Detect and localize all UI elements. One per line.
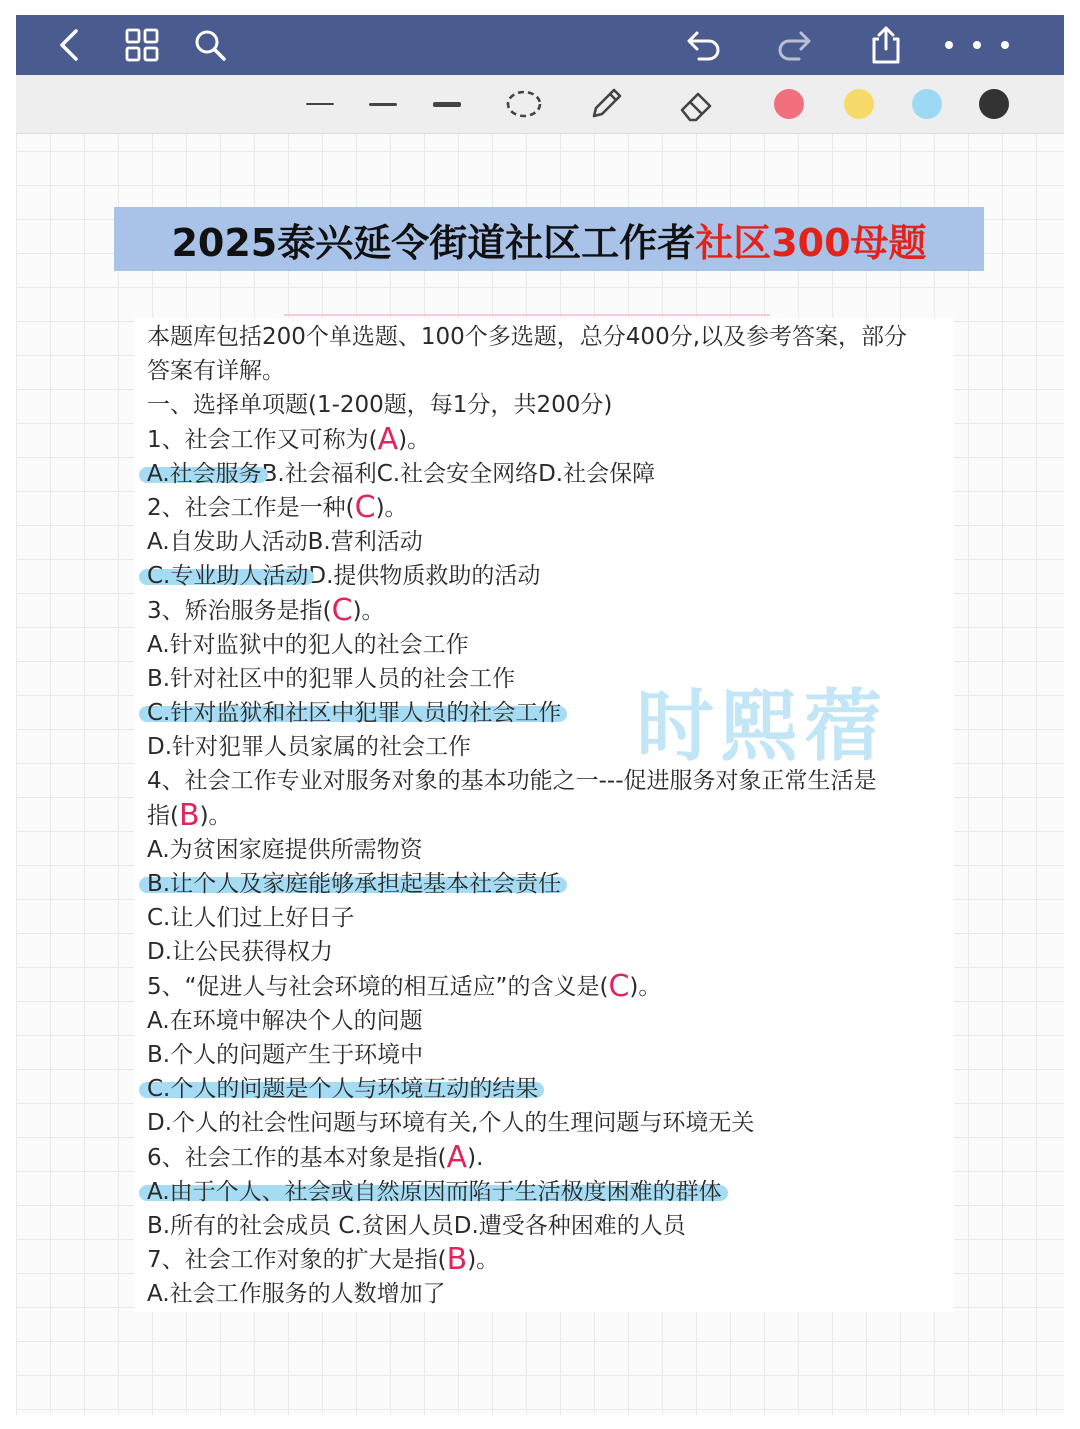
- handwritten-answer-mark: C: [354, 489, 376, 525]
- question-text: 1、社会工作又可称为(: [147, 426, 378, 453]
- watermark: 时熙蓿: [636, 682, 889, 772]
- question-suffix: ).: [467, 1144, 484, 1171]
- text-line: [147, 867, 947, 901]
- question-text: 6、社会工作的基本对象是指(: [147, 1144, 447, 1171]
- color-swatch-pink[interactable]: [772, 85, 806, 123]
- text-line: B.所有的社会成员 C.贫困人员D.遭受各种困难的人员: [147, 1212, 686, 1239]
- eraser-icon[interactable]: [676, 85, 716, 123]
- title-highlight: 社区300母题: [695, 220, 927, 265]
- color-swatch-blue[interactable]: [910, 85, 944, 123]
- swatch-dot: [844, 89, 874, 119]
- thin-stroke-icon[interactable]: [302, 85, 338, 123]
- swatch-dot: [774, 89, 804, 119]
- text-line: 答案有详解。: [147, 358, 285, 385]
- share-icon[interactable]: [864, 23, 908, 67]
- text-line: C.让人们过上好日子: [147, 905, 355, 932]
- redo-icon[interactable]: [772, 23, 816, 67]
- question-suffix: )。: [398, 426, 431, 453]
- top-navigation-bar: [16, 15, 1064, 75]
- text-line: D.个人的社会性问题与环境有关,个人的生理问题与环境无关: [147, 1110, 755, 1137]
- color-swatch-yellow[interactable]: [842, 85, 876, 123]
- question-suffix: )。: [199, 802, 232, 829]
- thick-stroke-icon[interactable]: [429, 85, 465, 123]
- text-line: B.个人的问题产生于环境中: [147, 1041, 424, 1068]
- text-line: [147, 1175, 947, 1209]
- text-line: 4、社会工作专业对服务对象的基本功能之一---促进服务对象正常生活是: [147, 768, 877, 795]
- question-text: 5、“促进人与社会环境的相互适应”的含义是(: [147, 973, 609, 1000]
- highlighted-answer: C.专业助人活动: [147, 563, 309, 590]
- text-line: [147, 594, 947, 628]
- highlighted-answer: B.让个人及家庭能够承担起基本社会责任: [147, 871, 562, 897]
- pencil-icon[interactable]: [586, 85, 626, 123]
- text-line: [147, 559, 947, 593]
- highlighted-answer: C.个人的问题是个人与环境互动的结果: [147, 1076, 539, 1103]
- option-text: D.提供物质救助的活动: [308, 563, 541, 590]
- text-line: 一、选择单项题(1-200题，每1分，共200分): [147, 392, 613, 419]
- text-line: B.针对社区中的犯罪人员的社会工作: [147, 665, 516, 692]
- text-line: A.自发助人活动B.营利活动: [147, 529, 423, 556]
- undo-icon[interactable]: [682, 23, 726, 67]
- text-line: [147, 457, 947, 491]
- title-main: 2025泰兴延令街道社区工作者: [171, 220, 696, 265]
- more-icon[interactable]: [936, 23, 1016, 67]
- question-suffix: )。: [467, 1247, 500, 1274]
- question-suffix: )。: [629, 973, 662, 1000]
- page-title: [114, 207, 984, 271]
- medium-stroke-icon[interactable]: [365, 85, 401, 123]
- text-line: A.社会工作服务的人数增加了: [147, 1281, 446, 1308]
- handwritten-answer-mark: A: [446, 1139, 468, 1175]
- text-line: [147, 696, 947, 730]
- text-line: [147, 970, 947, 1004]
- question-text: 2、社会工作是一种(: [147, 494, 355, 521]
- text-line: [147, 1243, 947, 1277]
- back-icon[interactable]: [48, 23, 92, 67]
- handwritten-answer-mark: B: [178, 797, 200, 833]
- text-line: [147, 799, 947, 833]
- swatch-dot: [912, 89, 942, 119]
- text-line: [147, 423, 947, 457]
- option-text: B.社会福利C.社会安全网络D.社会保障: [261, 460, 656, 487]
- divider: [284, 314, 770, 316]
- drawing-toolbar: [16, 75, 1064, 134]
- text-line: A.针对监狱中的犯人的社会工作: [147, 631, 469, 658]
- search-icon[interactable]: [188, 23, 232, 67]
- question-suffix: )。: [352, 597, 385, 624]
- text-line: [147, 1141, 947, 1175]
- text-line: A.在环境中解决个人的问题: [147, 1007, 423, 1034]
- handwritten-answer-mark: A: [377, 421, 399, 457]
- handwritten-answer-mark: C: [331, 592, 353, 628]
- swatch-dot: [979, 89, 1009, 119]
- text-line: D.让公民获得权力: [147, 939, 334, 966]
- question-text: 7、社会工作对象的扩大是指(: [147, 1247, 447, 1274]
- question-text: 指(: [147, 802, 179, 829]
- text-line: [147, 1072, 947, 1106]
- text-line: [147, 491, 947, 525]
- text-line: D.针对犯罪人员家属的社会工作: [147, 734, 472, 761]
- handwritten-answer-mark: C: [608, 968, 630, 1004]
- document-body: [147, 320, 947, 1311]
- text-line: A.为贫困家庭提供所需物资: [147, 836, 423, 863]
- color-swatch-black[interactable]: [977, 85, 1011, 123]
- handwritten-answer-mark: B: [446, 1242, 468, 1278]
- question-text: 3、矫治服务是指(: [147, 597, 332, 624]
- lasso-icon[interactable]: [504, 85, 544, 123]
- text-line: 本题库包括200个单选题、100个多选题，总分400分,以及参考答案，部分: [147, 324, 908, 350]
- highlighted-answer: A.由于个人、社会或自然原因而陷于生活极度困难的群体: [147, 1178, 722, 1205]
- highlighted-answer: A.社会服务: [147, 460, 262, 487]
- grid-icon[interactable]: [120, 23, 164, 67]
- question-suffix: )。: [375, 494, 408, 521]
- highlighted-answer: C.针对监狱和社区中犯罪人员的社会工作: [147, 700, 562, 727]
